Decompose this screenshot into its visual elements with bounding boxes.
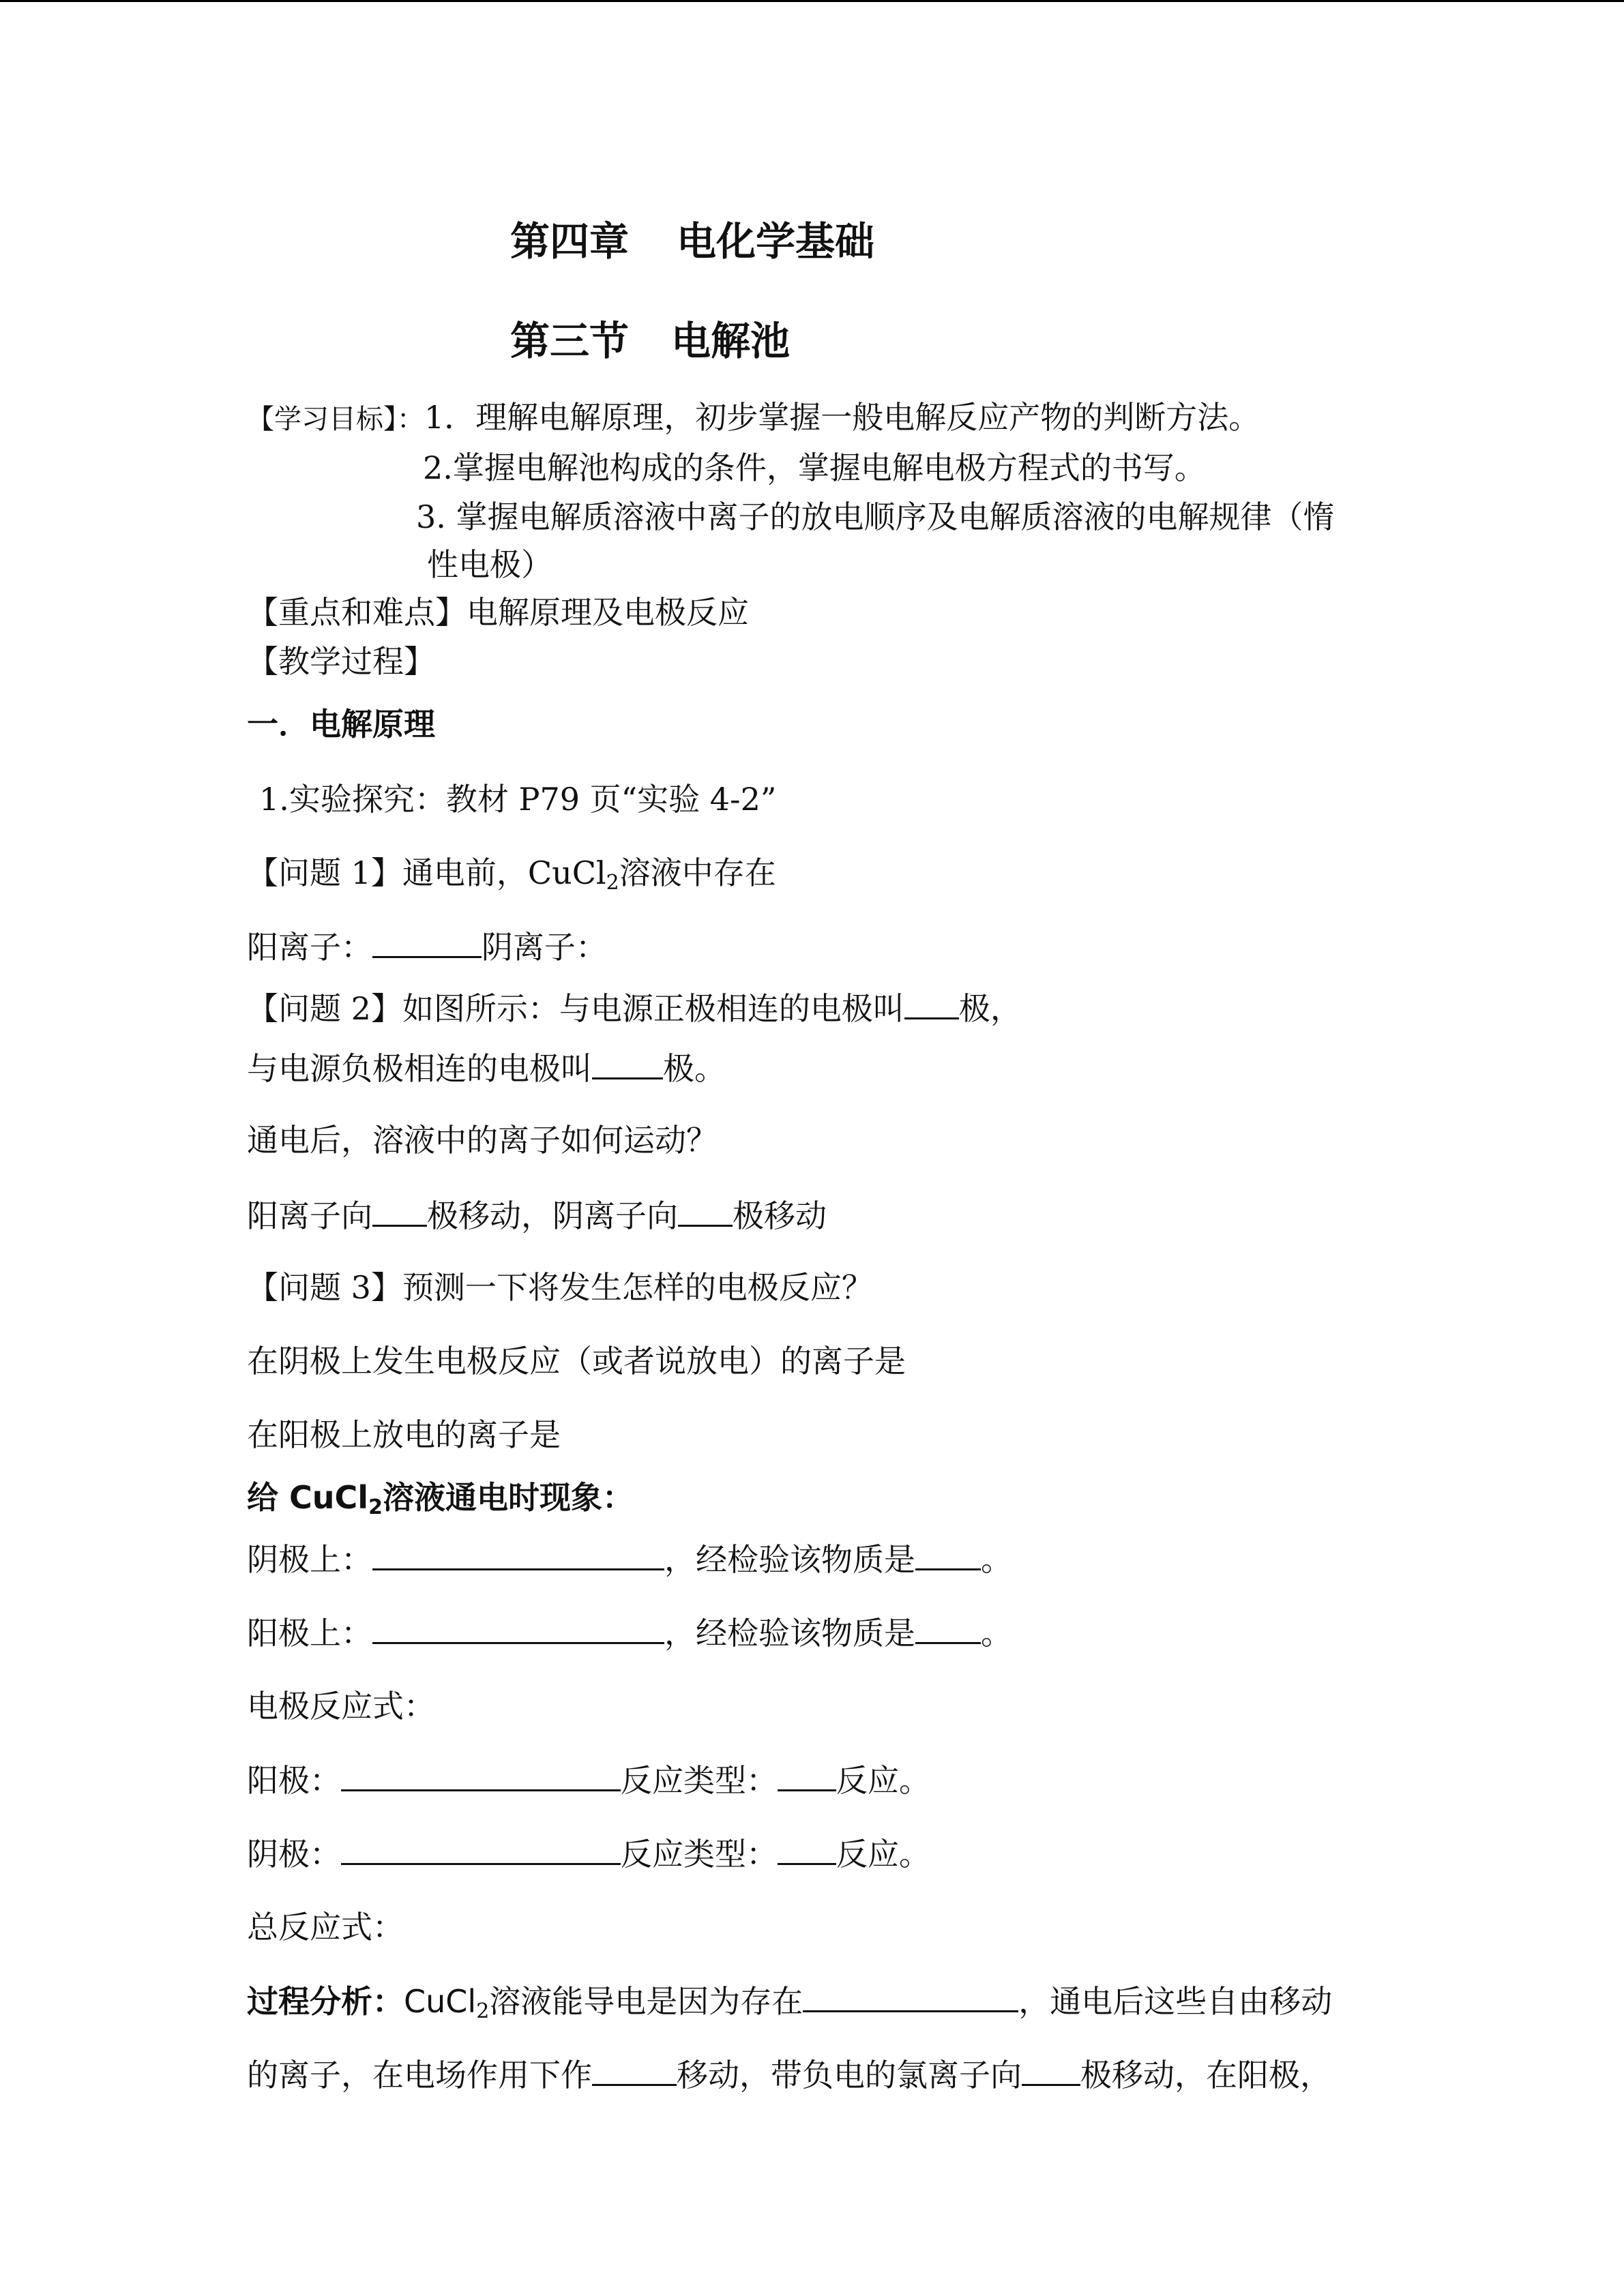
analysis-text-c: ，通电后这些自由移动 — [1018, 1983, 1333, 2020]
anode-observation — [247, 1612, 1012, 1654]
analysis-label: 过程分析： — [247, 1983, 404, 2020]
anode-reaction-type-blank[interactable] — [778, 1759, 836, 1791]
movement-type-blank[interactable] — [592, 2054, 677, 2086]
analysis-line-2 — [247, 2054, 1331, 2096]
anode-reaction-type-label: 反应类型： — [621, 1762, 778, 1799]
anode-substance-blank[interactable] — [915, 1612, 981, 1644]
analysis-line-2-text-b: 移动，带负电的氯离子向 — [677, 2057, 1022, 2093]
analysis-line-2-text-c: 极移动，在阳极， — [1080, 2057, 1331, 2093]
anion-label: 阴离子： — [482, 929, 607, 966]
chloride-direction-blank[interactable] — [1022, 2054, 1080, 2086]
electrode-equation-label: 电极反应式： — [247, 1688, 435, 1725]
question-3: 【问题 3】预测一下将发生怎样的电极反应？ — [247, 1269, 873, 1306]
phenomenon-prefix: 给 CuCl — [247, 1479, 369, 1516]
section-heading — [510, 318, 791, 364]
analysis-formula: CuCl — [404, 1983, 477, 2020]
question-1-answer — [247, 926, 607, 968]
cathode-reaction-type-blank[interactable] — [778, 1833, 836, 1865]
chapter-title: 电化学基础 — [677, 218, 875, 265]
anode-observation-blank[interactable] — [372, 1612, 664, 1644]
chapter-heading — [510, 218, 875, 265]
anode-observation-label: 阳极上： — [247, 1615, 372, 1652]
phenomenon-suffix: 溶液通电时现象： — [382, 1479, 634, 1516]
analysis-subscript: 2 — [476, 1999, 490, 2023]
free-ions-blank[interactable] — [803, 1980, 1018, 2012]
section-number: 第三节 — [510, 318, 630, 364]
section-title: 电解池 — [671, 318, 791, 364]
after-power-question: 通电后，溶液中的离子如何运动？ — [247, 1122, 718, 1159]
cathode-equation-label: 阴极： — [247, 1836, 341, 1873]
ion-movement-text-c: 极移动 — [733, 1197, 827, 1234]
negative-electrode-blank[interactable] — [592, 1047, 663, 1079]
cation-direction-blank[interactable] — [372, 1195, 427, 1227]
question-1-subscript: 2 — [606, 871, 619, 895]
analysis-line-2-text-a: 的离子，在电场作用下作 — [247, 2057, 592, 2093]
part1-heading: 一．电解原理 — [247, 706, 435, 743]
goals-line-1 — [247, 397, 1260, 440]
cathode-discharge: 在阴极上发生电极反应（或者说放电）的离子是 — [247, 1343, 906, 1380]
anion-direction-blank[interactable] — [678, 1195, 733, 1227]
cathode-observation-blank[interactable] — [372, 1538, 664, 1570]
phenomenon-heading — [247, 1477, 634, 1528]
cathode-substance-blank[interactable] — [915, 1538, 981, 1570]
question-1-suffix: 溶液中存在 — [619, 854, 776, 891]
goal-item-3-line-2: 性电极） — [427, 546, 552, 583]
key-points: 【重点和难点】电解原理及电极反应 — [247, 594, 749, 631]
anode-substance-label: ，经检验该物质是 — [664, 1615, 915, 1652]
cathode-substance-label: ，经检验该物质是 — [664, 1541, 915, 1578]
goal-item-1: 1．理解电解原理，初步掌握一般电解反应产物的判断方法。 — [424, 399, 1260, 436]
cathode-reaction-end: 反应。 — [836, 1836, 930, 1873]
goal-item-2: 2.掌握电解池构成的条件，掌握电解电极方程式的书写。 — [423, 449, 1206, 486]
question-2-suffix: 极， — [958, 990, 1022, 1027]
cathode-observation-label: 阴极上： — [247, 1541, 372, 1578]
ion-movement-text-a: 阳离子向 — [247, 1197, 372, 1234]
cathode-observation — [247, 1538, 1012, 1580]
goal-item-3-line-1: 3. 掌握电解质溶液中离子的放电顺序及电解质溶液的电解规律（惰 — [416, 498, 1335, 535]
goals-label: 【学习目标】： — [247, 404, 424, 435]
question-2 — [247, 987, 1022, 1029]
anode-equation-blank[interactable] — [341, 1759, 621, 1791]
cathode-equation-blank[interactable] — [341, 1833, 621, 1865]
cation-label: 阳离子： — [247, 929, 372, 966]
question-2-line-2-text: 与电源负极相连的电极叫 — [247, 1050, 592, 1087]
phenomenon-subscript: 2 — [368, 1495, 383, 1519]
question-2-line-2 — [247, 1047, 726, 1089]
chapter-number: 第四章 — [510, 218, 630, 265]
cathode-reaction-type-label: 反应类型： — [621, 1836, 778, 1873]
ion-movement-text-b: 极移动，阴离子向 — [427, 1197, 678, 1234]
process-label: 【教学过程】 — [247, 643, 435, 680]
cathode-equation — [247, 1833, 930, 1875]
analysis-text-b: 溶液能导电是因为存在 — [489, 1983, 803, 2020]
ion-movement — [247, 1195, 827, 1236]
question-1-prefix: 【问题 1】通电前，CuCl — [247, 854, 606, 891]
cathode-observation-end: 。 — [981, 1541, 1012, 1578]
question-2-line-2-suffix: 极。 — [663, 1050, 726, 1087]
cation-blank[interactable] — [372, 926, 482, 958]
anode-reaction-end: 反应。 — [836, 1762, 930, 1799]
anode-observation-end: 。 — [981, 1615, 1012, 1652]
analysis-line-1 — [247, 1980, 1332, 2032]
experiment-line: 1.实验探究：教材 P79 页“实验 4-2” — [259, 781, 777, 818]
positive-electrode-blank[interactable] — [904, 987, 959, 1019]
anode-discharge: 在阳极上放电的离子是 — [247, 1416, 561, 1453]
total-equation-label: 总反应式： — [247, 1909, 404, 1945]
question-2-text: 【问题 2】如图所示：与电源正极相连的电极叫 — [247, 990, 904, 1027]
question-1 — [247, 852, 776, 904]
anode-equation-label: 阳极： — [247, 1762, 341, 1799]
anode-equation — [247, 1759, 930, 1801]
